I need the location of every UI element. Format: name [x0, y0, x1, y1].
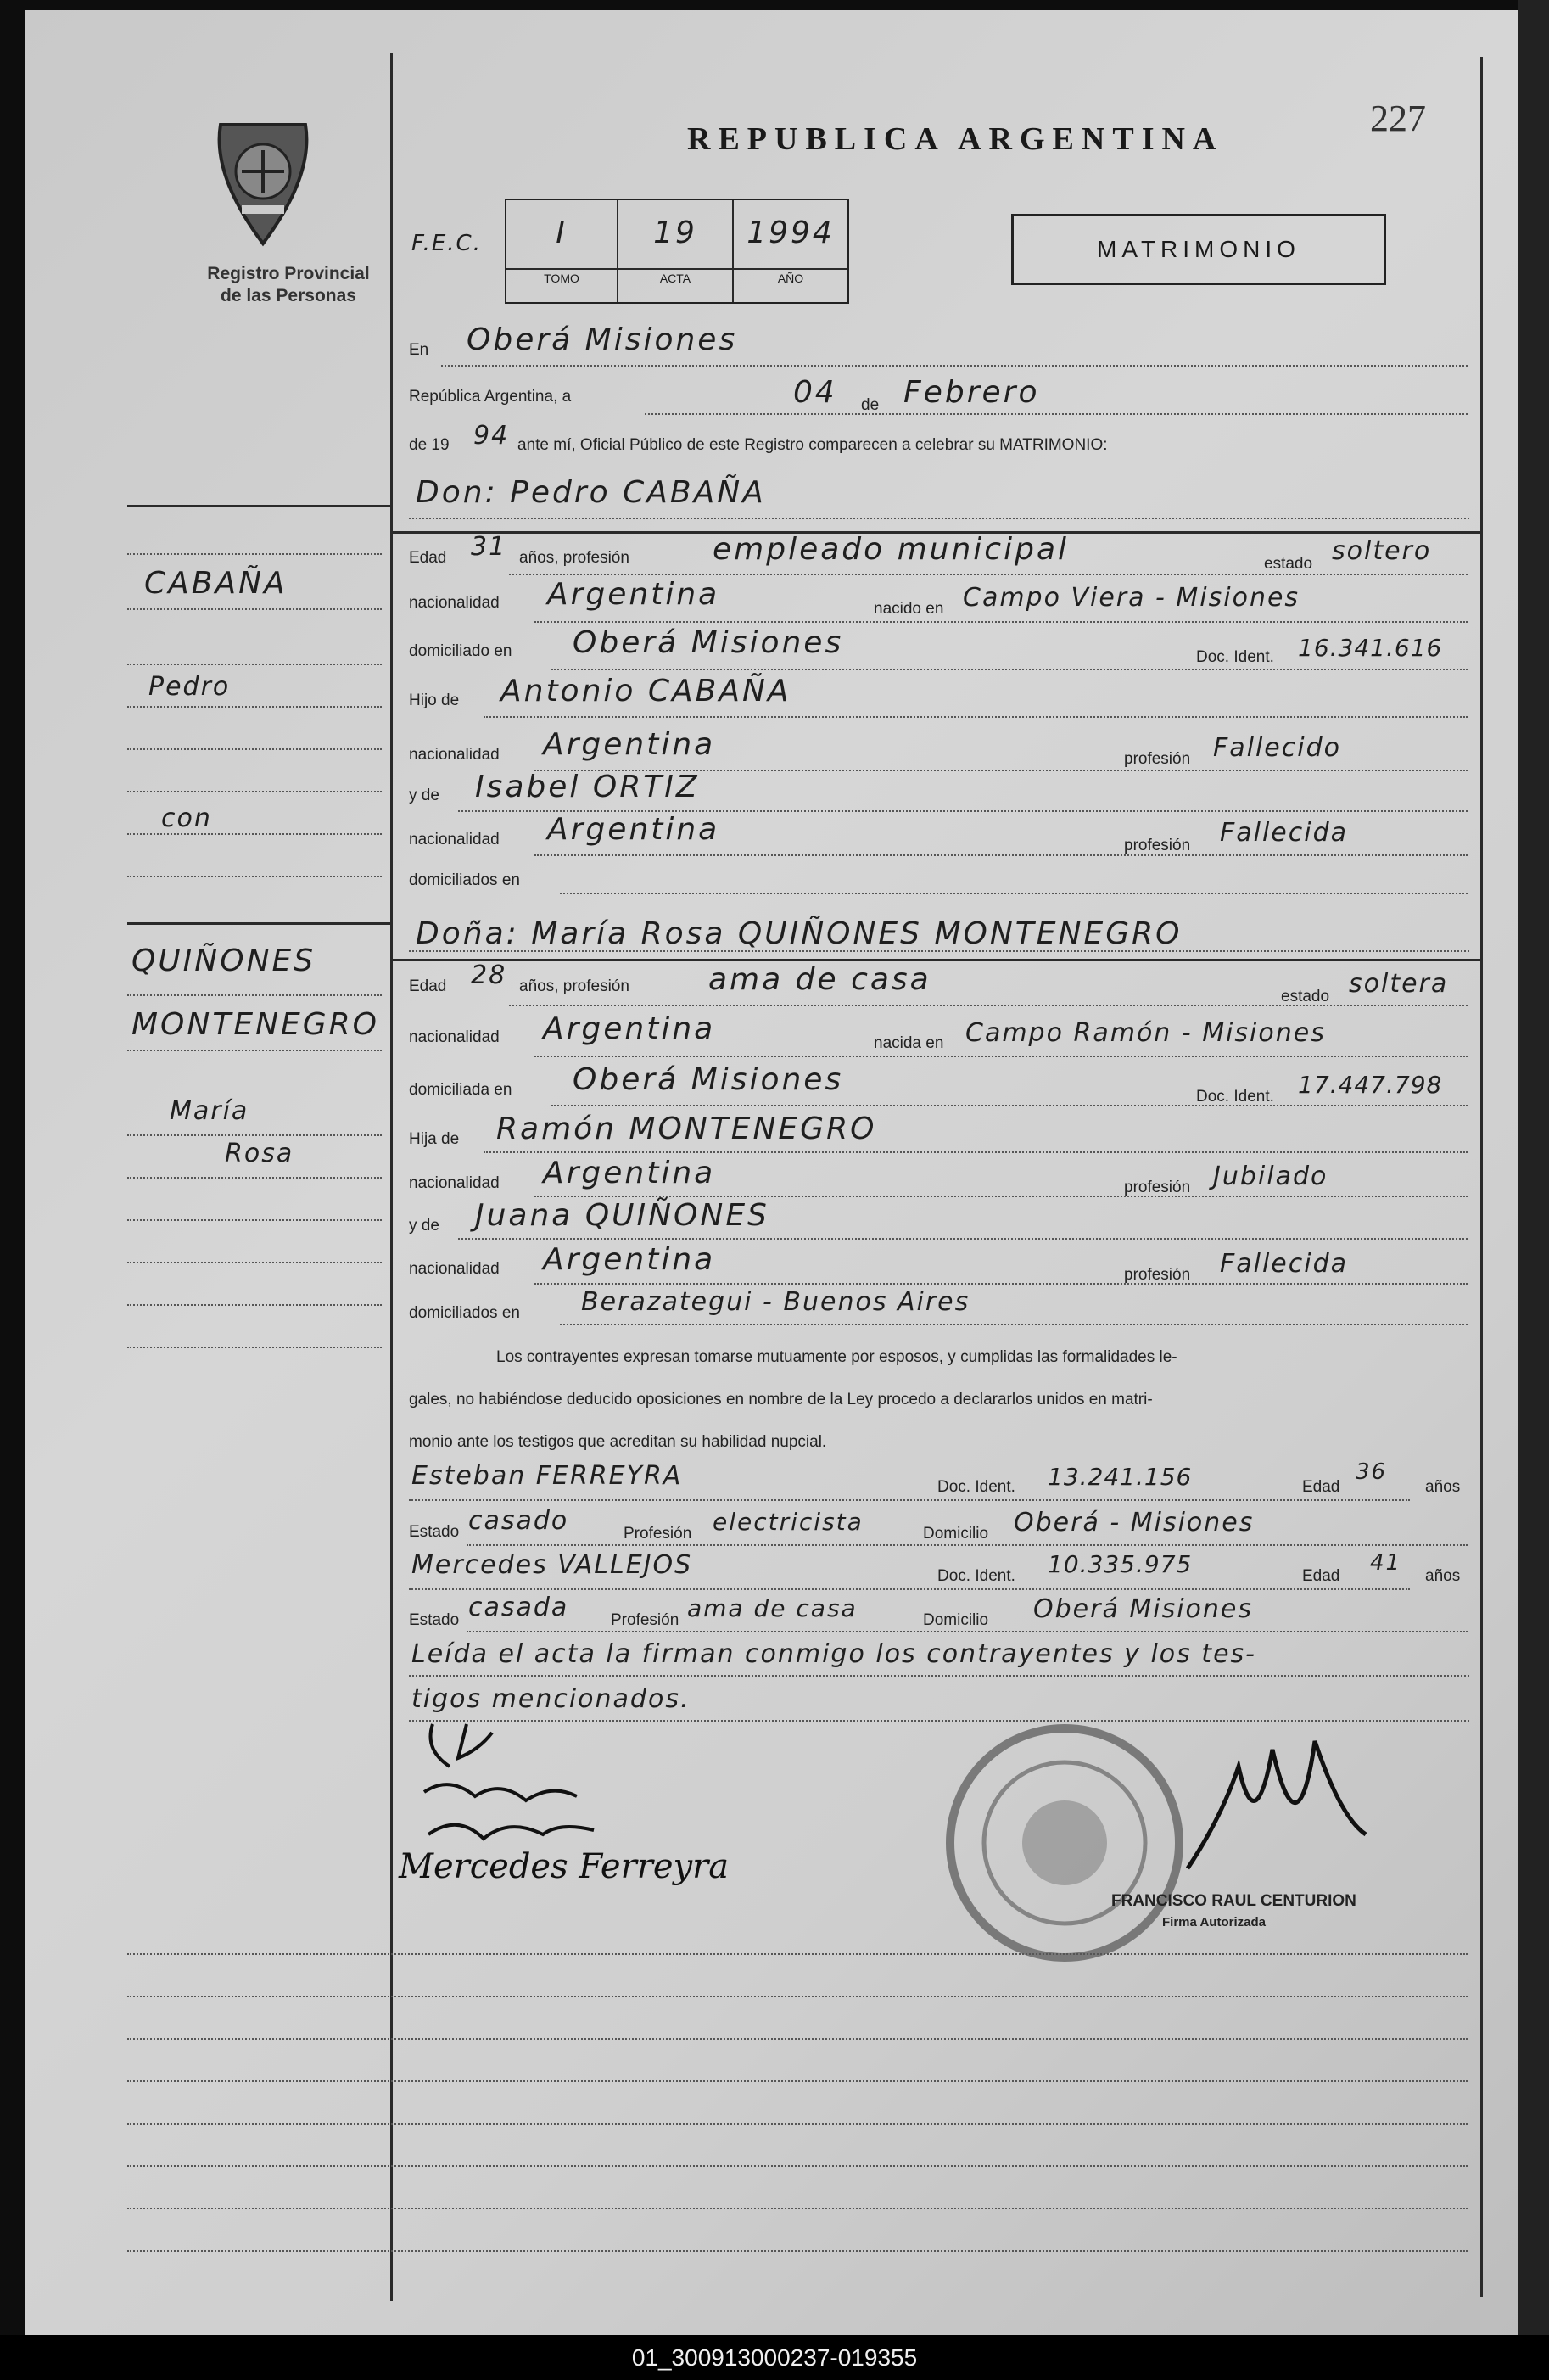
bride-doc: 17.447.798: [1298, 1071, 1443, 1099]
bride-mother: Juana QUIÑONES: [475, 1198, 769, 1233]
country-heading: REPUBLICA ARGENTINA: [687, 121, 1224, 157]
bride-mother-prof-label: profesión: [1124, 1266, 1191, 1284]
groom-mother: Isabel ORTIZ: [475, 770, 700, 804]
groom-mother-prof-label: profesión: [1124, 837, 1191, 854]
bride-nacionalidad-label: nacionalidad: [409, 1028, 500, 1046]
bride-birthplace: Campo Ramón - Misiones: [965, 1018, 1326, 1048]
witness1-doc: 13.241.156: [1048, 1463, 1193, 1491]
groom-age: 31: [471, 532, 507, 562]
groom-hijo-label: Hijo de: [409, 692, 460, 709]
tomo-label: TOMO: [544, 272, 579, 285]
bride-father-nat-label: nacionalidad: [409, 1174, 500, 1192]
year-suffix: 94: [473, 421, 510, 451]
bride-nacida-label: nacida en: [874, 1034, 944, 1052]
groom-title-name: Don: Pedro CABAÑA: [416, 475, 766, 510]
official-stamp-icon: [937, 1716, 1192, 1970]
intro-statement: ante mí, Oficial Público de este Registro comparecen a celebrar su MATRIMONIO:: [517, 436, 1108, 454]
acta-value: 19: [653, 216, 697, 250]
bride-parents-dom-label: domiciliados en: [409, 1304, 520, 1322]
witness1-domicile: Oberá - Misiones: [1014, 1508, 1255, 1537]
margin-divider: [390, 53, 393, 2301]
groom-father-nat-label: nacionalidad: [409, 746, 500, 764]
bride-age: 28: [471, 960, 507, 990]
signature-last: Mercedes Ferreyra: [399, 1847, 730, 1886]
margin-bride-name2: Rosa: [225, 1139, 294, 1168]
witness2-age: 41: [1370, 1550, 1402, 1576]
witness1-doc-label: Doc. Ident.: [937, 1478, 1015, 1496]
witness2-name: Mercedes VALLEJOS: [411, 1550, 693, 1580]
tomo-acta-ano-box: [505, 199, 849, 304]
bride-father-nat: Argentina: [543, 1156, 716, 1190]
witness1-dom-label: Domicilio: [923, 1525, 989, 1543]
groom-edad-label: Edad: [409, 549, 447, 567]
bride-domicilio-label: domiciliada en: [409, 1081, 512, 1099]
witness2-edad-label: Edad: [1302, 1567, 1340, 1585]
intro-place: Oberá Misiones: [467, 322, 738, 357]
bride-yde-label: y de: [409, 1217, 439, 1235]
footer-image-id: 01_300913000237-019355: [631, 2344, 918, 2371]
bride-mother-prof: Fallecida: [1220, 1249, 1349, 1279]
act-type-box: MATRIMONIO: [1011, 214, 1386, 285]
groom-mother-prof: Fallecida: [1220, 818, 1349, 848]
ano-value: 1994: [747, 216, 835, 250]
bride-father: Ramón MONTENEGRO: [496, 1112, 877, 1146]
acta-label: ACTA: [659, 272, 691, 285]
groom-mother-nat-label: nacionalidad: [409, 831, 500, 848]
groom-nacionalidad-label: nacionalidad: [409, 594, 500, 612]
bride-profession: ama de casa: [708, 962, 931, 997]
bride-mother-nat: Argentina: [543, 1242, 716, 1277]
intro-de-label: de: [861, 396, 880, 414]
republica-label: República Argentina, a: [409, 388, 572, 406]
groom-father-prof: Fallecido: [1213, 733, 1341, 763]
bride-mother-nat-label: nacionalidad: [409, 1260, 500, 1278]
declaration-line-2: gales, no habiéndose deducido oposiciones en nombre de la Ley procedo a declararlos unidos en matri-: [409, 1391, 1153, 1408]
margin-bride-surname1: QUIÑONES: [131, 944, 316, 978]
witness1-age: 36: [1356, 1459, 1388, 1485]
bride-domicile: Oberá Misiones: [573, 1062, 844, 1097]
witness2-prof-label: Profesión: [611, 1611, 679, 1629]
folio-number: 227: [1370, 98, 1426, 139]
bride-nationality: Argentina: [543, 1011, 716, 1046]
groom-mother-nat: Argentina: [547, 812, 720, 847]
bride-title-name: Doña: María Rosa QUIÑONES MONTENEGRO: [416, 916, 1183, 951]
bride-parents-dom: Berazategui - Buenos Aires: [581, 1287, 970, 1317]
bride-doc-label: Doc. Ident.: [1196, 1088, 1274, 1106]
bride-anos-profesion: años, profesión: [519, 977, 629, 995]
witness2-anos: años: [1425, 1567, 1461, 1585]
groom-estado-label: estado: [1264, 555, 1313, 573]
witness2-doc-label: Doc. Ident.: [937, 1567, 1015, 1585]
document-page: [25, 10, 1524, 2335]
witness1-estado: casado: [468, 1506, 569, 1536]
margin-bride-surname2: MONTENEGRO: [131, 1007, 379, 1042]
bride-estado: soltera: [1349, 969, 1449, 999]
witness1-profession: electricista: [713, 1508, 864, 1536]
witness1-edad-label: Edad: [1302, 1478, 1340, 1496]
groom-anos-profesion: años, profesión: [519, 549, 629, 567]
groom-estado: soltero: [1332, 536, 1432, 566]
witness2-dom-label: Domicilio: [923, 1611, 989, 1629]
witness2-profession: ama de casa: [687, 1594, 858, 1622]
witness1-estado-label: Estado: [409, 1523, 460, 1541]
groom-nationality: Argentina: [547, 577, 720, 612]
witness2-estado-label: Estado: [409, 1611, 460, 1629]
groom-father-nat: Argentina: [543, 727, 716, 762]
margin-groom-name: Pedro: [148, 672, 231, 702]
groom-nacido-label: nacido en: [874, 600, 944, 618]
tomo-value: I: [556, 216, 568, 250]
groom-domicilio-label: domiciliado en: [409, 642, 512, 660]
closing-line-2: tigos mencionados.: [411, 1684, 691, 1714]
bride-edad-label: Edad: [409, 977, 447, 995]
witness1-prof-label: Profesión: [624, 1525, 692, 1543]
groom-doc-label: Doc. Ident.: [1196, 648, 1274, 666]
registry-label: Registro Provincial de las Personas: [207, 264, 370, 305]
groom-domicile: Oberá Misiones: [573, 625, 844, 660]
fec-label: F.E.C.: [411, 231, 482, 256]
official-name: FRANCISCO RAUL CENTURION: [1111, 1892, 1356, 1910]
provincial-seal-icon: [204, 108, 322, 252]
margin-bride-name1: María: [170, 1096, 249, 1126]
ano-label: AÑO: [777, 272, 804, 285]
groom-father-prof-label: profesión: [1124, 750, 1191, 768]
groom-father: Antonio CABAÑA: [500, 674, 791, 708]
official-title: Firma Autorizada: [1162, 1915, 1266, 1929]
margin-con: con: [161, 804, 212, 833]
witness1-name: Esteban FERREYRA: [411, 1461, 683, 1491]
closing-line-1: Leída el acta la firman conmigo los contrayentes y los tes-: [411, 1639, 1256, 1669]
intro-day: 04: [793, 375, 837, 410]
official-signature: [1171, 1716, 1383, 1902]
bride-father-prof: Jubilado: [1213, 1162, 1328, 1191]
groom-birthplace: Campo Viera - Misiones: [963, 583, 1300, 613]
groom-parents-dom-label: domiciliados en: [409, 871, 520, 889]
margin-groom-surname: CABAÑA: [144, 566, 288, 601]
book-binding: [1518, 0, 1549, 2380]
en-label: En: [409, 341, 429, 359]
bride-estado-label: estado: [1281, 988, 1330, 1005]
groom-profession: empleado municipal: [713, 532, 1070, 567]
right-border: [1480, 57, 1483, 2297]
witness2-estado: casada: [468, 1593, 569, 1622]
intro-month: Febrero: [903, 375, 1040, 410]
bride-father-prof-label: profesión: [1124, 1179, 1191, 1196]
witness1-anos: años: [1425, 1478, 1461, 1496]
declaration-line-3: monio ante los testigos que acreditan su habilidad nupcial.: [409, 1433, 827, 1451]
groom-doc: 16.341.616: [1298, 634, 1443, 662]
witness2-domicile: Oberá Misiones: [1033, 1594, 1254, 1624]
groom-yde-label: y de: [409, 787, 439, 804]
bride-hija-label: Hija de: [409, 1130, 460, 1148]
declaration-line-1: Los contrayentes expresan tomarse mutuamente por esposos, y cumplidas las formalidades le-: [496, 1348, 1177, 1366]
year-prefix: de 19: [409, 436, 450, 454]
witness2-doc: 10.335.975: [1048, 1550, 1193, 1578]
